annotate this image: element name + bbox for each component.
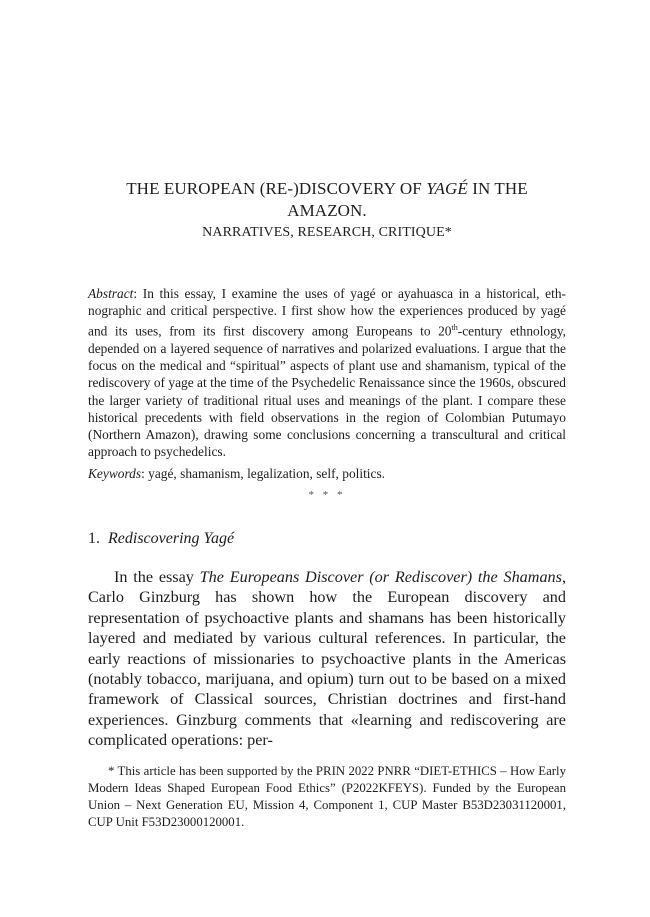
keywords-text: : yagé, shamanism, legalization, self, politics. <box>141 466 386 481</box>
footnote: * This article has been supported by the PRIN 2022 PNRR “DIET-ETHICS – How Early Modern Ideas Shaped European Food Ethics” (P2022KFEYS). Funded by the European Union – Next Generation EU, Mission 4, Component 1, CUP Master B53D23031120001, CUP Unit F53D23000120001. <box>88 764 566 829</box>
abstract-superscript: th <box>451 323 458 333</box>
section-separator: * * * <box>308 489 346 501</box>
title-line-2: NARRATIVES, RESEARCH, CRITIQUE* <box>202 225 452 240</box>
section-heading <box>88 529 234 549</box>
body-paragraph: In the essay The Europeans Discover (or Rediscover) the Shamans, Carlo Ginzburg has shown how the European discovery and representation of psychoactive plants and shamans has been historically layered and mediated by various cultural references. In particular, the early reactions of missionaries to psychoactive plants in the Americas (notably tobacco, marijuana, and opium) turn out to be based on a mixed framework of Classical sources, Christian doctrines and first-hand experiences. Ginzburg comments that «learning and rediscovering are complicated operations: per- <box>88 568 566 750</box>
keywords <box>88 465 566 482</box>
keywords-label: Keywords <box>88 466 142 481</box>
cited-essay-title: The Europeans Discover (or Rediscover) the Shamans <box>199 568 562 586</box>
article-title <box>88 178 566 244</box>
section-number: 1. <box>88 530 100 547</box>
abstract-text-cont: -century ethnology, depended on a layered sequence of narratives and polarized evaluations. I argue that the focus on the medical and “spiritual” aspects of plant use and shamanism, typical of the rediscovery of yage at the time of the Psychedelic Renaissance since the 1960s, obscured the larger variety of traditional ritual uses and meanings of the plant. I compare these historical precedents with field observations in the region of Colombian Putumayo (Northern Amazon), drawing some conclusions concerning a transcultural and critical approach to psychedelics. <box>88 323 566 460</box>
abstract <box>88 285 566 461</box>
abstract-label: Abstract <box>88 286 134 301</box>
abstract-text: : In this essay, I examine the uses of yagé or ayahuasca in a historical, ethnographic and critical perspective. I first show how the experiences produced by yagé and its uses, from its first discovery among Europeans to 20 <box>88 286 566 339</box>
title-line-1: THE EUROPEAN (RE-)DISCOVERY OF YAGÉ IN THE AMAZON. <box>126 179 528 220</box>
section-title: Rediscovering Yagé <box>108 530 235 547</box>
title-italic-term: YAGÉ <box>426 179 468 198</box>
